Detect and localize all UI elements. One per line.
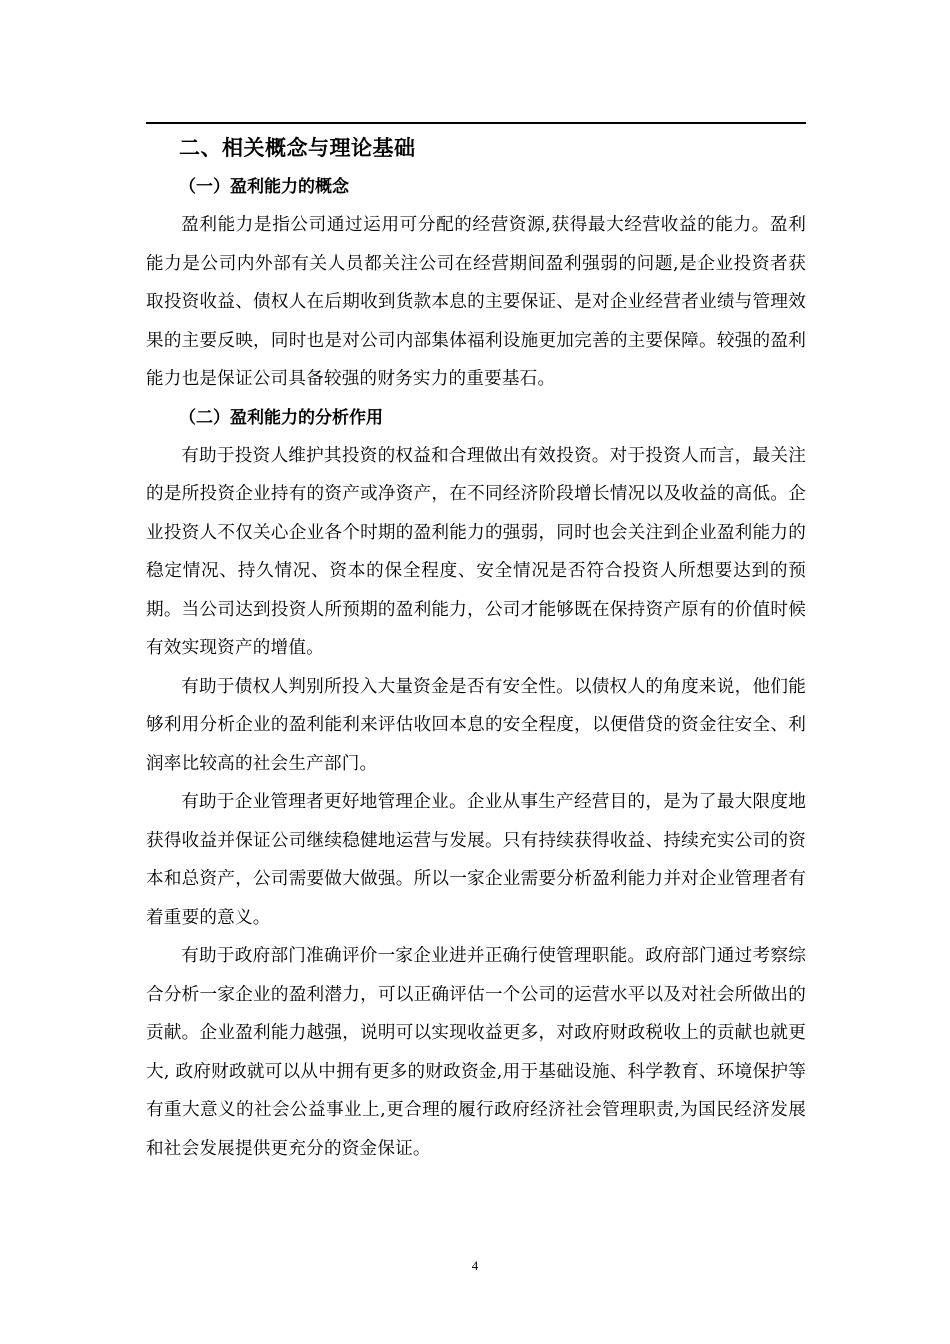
page-body (146, 128, 806, 1168)
section-title: 二、相关概念与理论基础 (179, 136, 416, 160)
paragraph-investors: 有助于投资人维护其投资的权益和合理做出有效投资。对于投资人而言，最关注的是所投资企业持有的资产或净资产，在不同经济阶段增长情况以及收益的高低。企业投资人不仅关心企业各个时期的盈利能力的强弱，同时也会关注到企业盈利能力的稳定情况、持久情况、资本的保全程度、安全情况是否符合投资人所想要达到的预期。当公司达到投资人所预期的盈利能力，公司才能够既在保持资产原有的价值时候有效实现资产的增值。 (146, 445, 806, 658)
paragraph-managers: 有助于企业管理者更好地管理企业。企业从事生产经营目的，是为了最大限度地获得收益并保证公司继续稳健地运营与发展。只有持续获得收益、持续充实公司的资本和总资产，公司需要做大做强。所以一家企业需要分析盈利能力并对企业管理者有着重要的意义。 (146, 792, 806, 928)
paragraph-creditors: 有助于债权人判别所投入大量资金是否有安全性。以债权人的角度来说，他们能够利用分析企业的盈利能利来评估收回本息的安全程度，以便借贷的资金往安全、利润率比较高的社会生产部门。 (146, 676, 806, 774)
paragraph-concept: 盈利能力是指公司通过运用可分配的经营资源,获得最大经营收益的能力。盈利能力是公司内外部有关人员都关注公司在经营期间盈利强弱的问题,是企业投资者获取投资收益、债权人在后期收到货款本息的主要保证、是对企业经营者业绩与管理效果的主要反映，同时也是对公司内部集体福利设施更加完善的主要保障。较强的盈利能力也是保证公司具备较强的财务实力的重要基石。 (146, 215, 806, 389)
paragraph-government: 有助于政府部门准确评价一家企业进并正确行使管理职能。政府部门通过考察综合分析一家企业的盈利潜力，可以正确评估一个公司的运营水平以及对社会所做出的贡献。企业盈利能力越强，说明可以实现收益更多，对政府财政税收上的贡献也就更大, 政府财政就可以从中拥有更多的财政资金,用于基础设施、科学教育、环境保护等有重大意义的社会公益事业上,更合理的履行政府经济社会管理职责,为国民经济发展和社会发展提供更充分的资金保证。 (146, 946, 806, 1159)
subsection-title-analysis-role: （二）盈利能力的分析作用 (179, 407, 383, 428)
subsection-title-concept: （一）盈利能力的概念 (179, 177, 349, 197)
header-rule (146, 122, 806, 124)
page-number: 4 (471, 1258, 479, 1273)
